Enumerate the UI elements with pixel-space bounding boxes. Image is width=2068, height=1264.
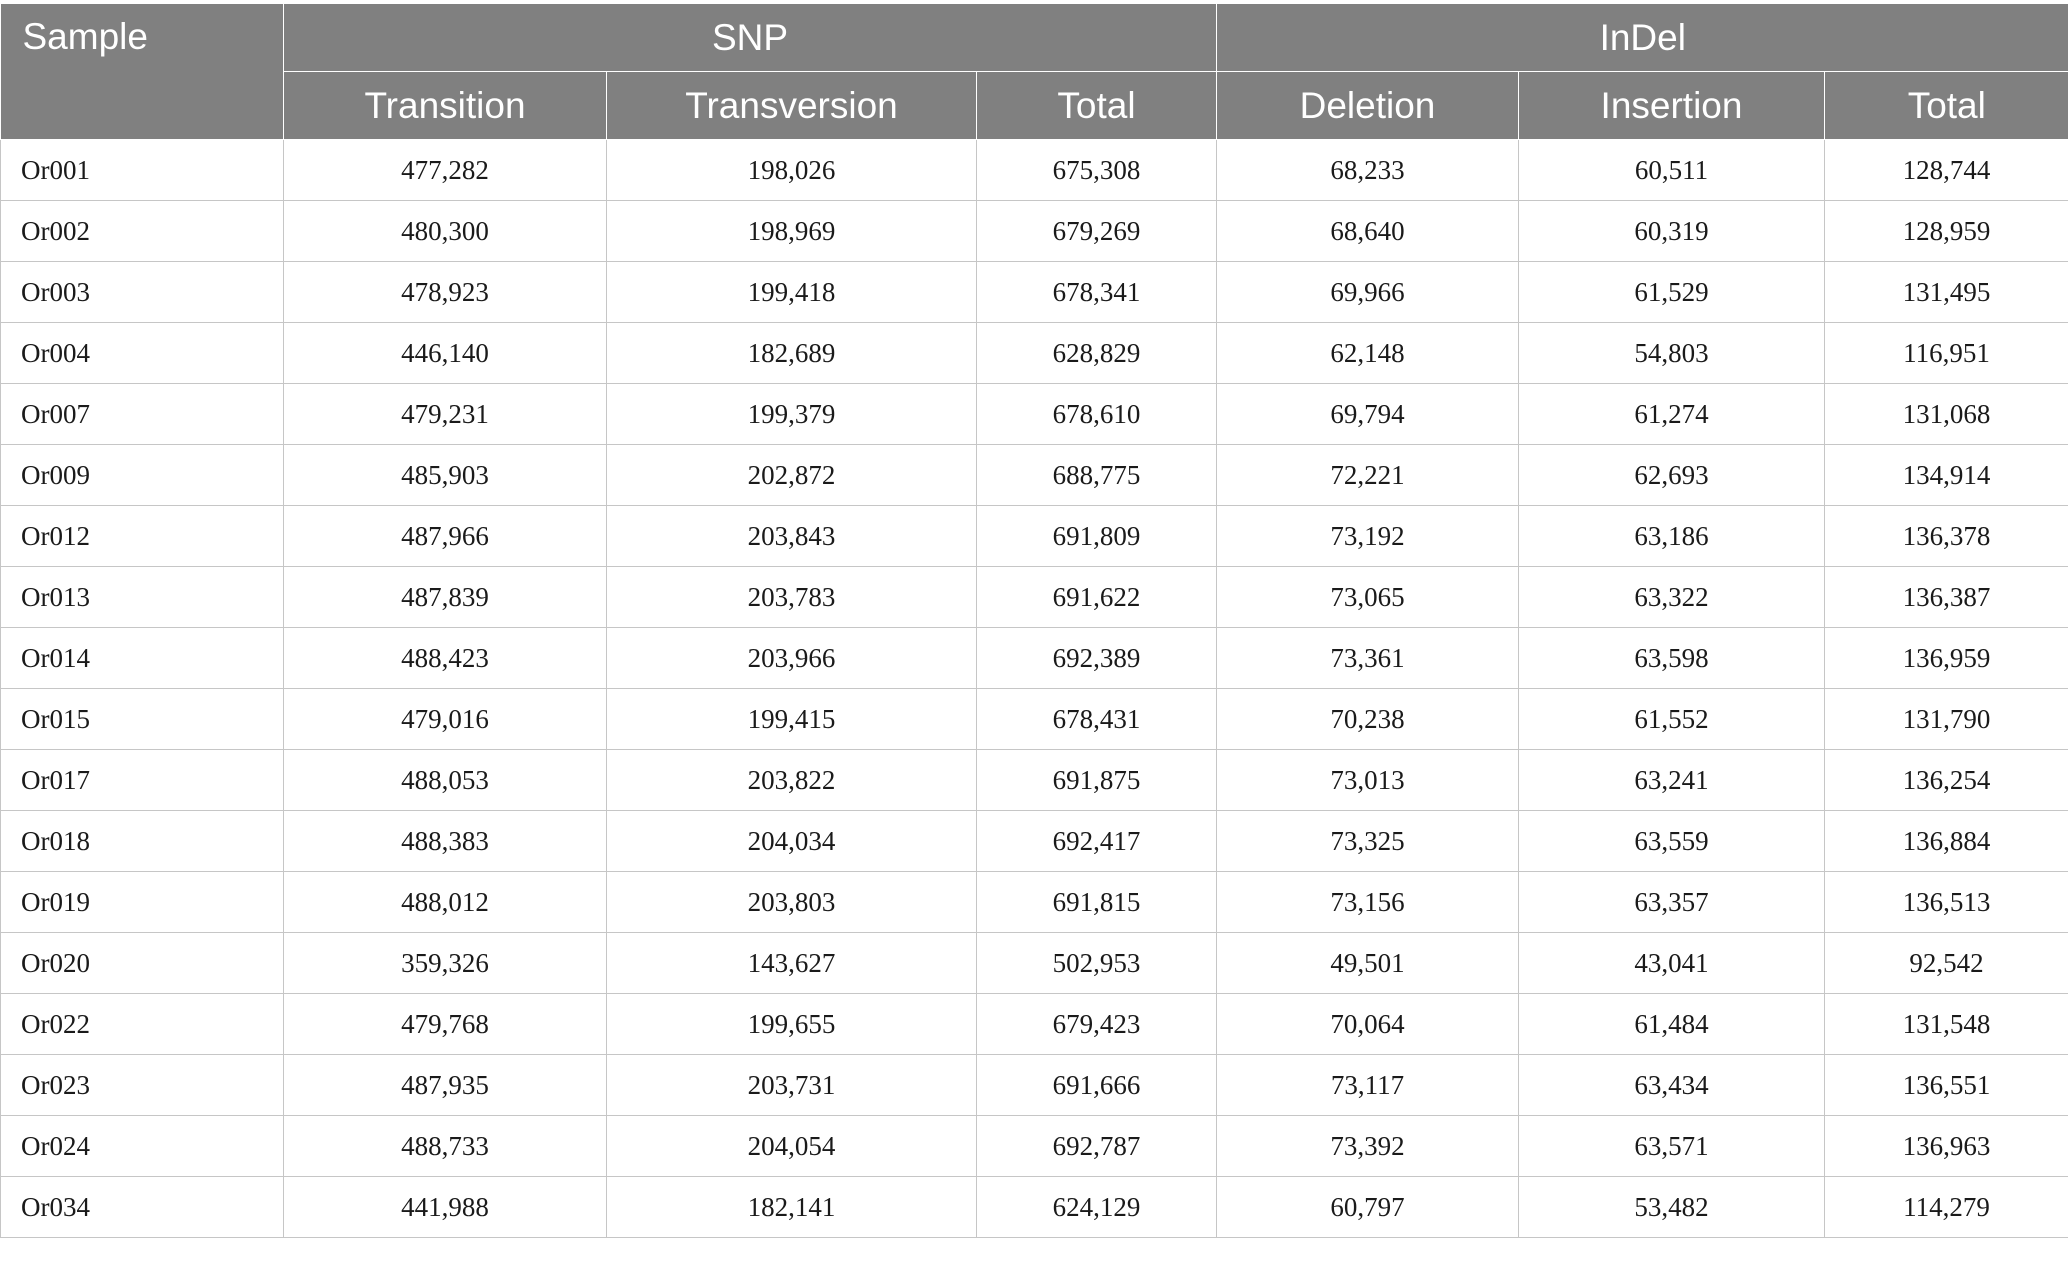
table-row <box>1 1055 2068 1116</box>
transversion-cell: 198,969 <box>607 201 977 262</box>
transition-cell: 488,053 <box>284 750 607 811</box>
table-row <box>1 140 2068 201</box>
transversion-cell: 143,627 <box>607 933 977 994</box>
snp-total-cell: 628,829 <box>977 323 1217 384</box>
transition-cell: 477,282 <box>284 140 607 201</box>
snp-header: SNP <box>284 4 1217 72</box>
transversion-header: Transversion <box>607 72 977 140</box>
transition-cell: 359,326 <box>284 933 607 994</box>
table-row <box>1 933 2068 994</box>
indel-total-cell: 136,551 <box>1825 1055 2068 1116</box>
indel-total-cell: 136,963 <box>1825 1116 2068 1177</box>
insertion-cell: 63,241 <box>1519 750 1825 811</box>
insertion-cell: 61,552 <box>1519 689 1825 750</box>
indel-total-header: Total <box>1825 72 2068 140</box>
table-row <box>1 811 2068 872</box>
snp-total-cell: 692,787 <box>977 1116 1217 1177</box>
snp-total-cell: 688,775 <box>977 445 1217 506</box>
table-row <box>1 872 2068 933</box>
indel-total-cell: 134,914 <box>1825 445 2068 506</box>
deletion-cell: 68,640 <box>1217 201 1519 262</box>
transversion-cell: 203,803 <box>607 872 977 933</box>
transition-cell: 479,231 <box>284 384 607 445</box>
transition-cell: 487,966 <box>284 506 607 567</box>
insertion-cell: 61,274 <box>1519 384 1825 445</box>
transversion-cell: 203,966 <box>607 628 977 689</box>
transversion-cell: 202,872 <box>607 445 977 506</box>
indel-header: InDel <box>1217 4 2068 72</box>
sample-cell: Or003 <box>1 262 284 323</box>
indel-total-cell: 131,548 <box>1825 994 2068 1055</box>
snp-total-cell: 678,431 <box>977 689 1217 750</box>
indel-total-cell: 128,744 <box>1825 140 2068 201</box>
insertion-cell: 61,529 <box>1519 262 1825 323</box>
transition-cell: 441,988 <box>284 1177 607 1238</box>
transition-cell: 488,012 <box>284 872 607 933</box>
transversion-cell: 203,731 <box>607 1055 977 1116</box>
snp-total-header: Total <box>977 72 1217 140</box>
deletion-cell: 68,233 <box>1217 140 1519 201</box>
deletion-cell: 73,117 <box>1217 1055 1519 1116</box>
transversion-cell: 199,655 <box>607 994 977 1055</box>
insertion-cell: 60,319 <box>1519 201 1825 262</box>
insertion-cell: 63,357 <box>1519 872 1825 933</box>
sample-cell: Or013 <box>1 567 284 628</box>
table-body <box>1 140 2068 1238</box>
deletion-header: Deletion <box>1217 72 1519 140</box>
header-row-sub <box>1 72 2068 140</box>
transversion-cell: 199,415 <box>607 689 977 750</box>
transition-cell: 487,839 <box>284 567 607 628</box>
snp-total-cell: 678,341 <box>977 262 1217 323</box>
table-row <box>1 323 2068 384</box>
table-row <box>1 628 2068 689</box>
insertion-cell: 43,041 <box>1519 933 1825 994</box>
deletion-cell: 49,501 <box>1217 933 1519 994</box>
snp-total-cell: 692,389 <box>977 628 1217 689</box>
transversion-cell: 204,054 <box>607 1116 977 1177</box>
header-row-top <box>1 4 2068 72</box>
transversion-cell: 203,783 <box>607 567 977 628</box>
snp-total-cell: 691,809 <box>977 506 1217 567</box>
snp-total-cell: 624,129 <box>977 1177 1217 1238</box>
snp-total-cell: 691,666 <box>977 1055 1217 1116</box>
deletion-cell: 62,148 <box>1217 323 1519 384</box>
insertion-cell: 60,511 <box>1519 140 1825 201</box>
indel-total-cell: 136,378 <box>1825 506 2068 567</box>
snp-total-cell: 675,308 <box>977 140 1217 201</box>
table-row <box>1 567 2068 628</box>
indel-total-cell: 128,959 <box>1825 201 2068 262</box>
sample-cell: Or017 <box>1 750 284 811</box>
table-row <box>1 750 2068 811</box>
insertion-cell: 53,482 <box>1519 1177 1825 1238</box>
table-row <box>1 384 2068 445</box>
insertion-cell: 63,598 <box>1519 628 1825 689</box>
indel-total-cell: 114,279 <box>1825 1177 2068 1238</box>
transversion-cell: 198,026 <box>607 140 977 201</box>
deletion-cell: 73,156 <box>1217 872 1519 933</box>
indel-total-cell: 131,495 <box>1825 262 2068 323</box>
deletion-cell: 73,192 <box>1217 506 1519 567</box>
transition-cell: 478,923 <box>284 262 607 323</box>
sample-cell: Or018 <box>1 811 284 872</box>
deletion-cell: 73,065 <box>1217 567 1519 628</box>
indel-total-cell: 136,959 <box>1825 628 2068 689</box>
sample-cell: Or024 <box>1 1116 284 1177</box>
snp-total-cell: 679,423 <box>977 994 1217 1055</box>
table-row <box>1 201 2068 262</box>
insertion-cell: 63,322 <box>1519 567 1825 628</box>
transversion-cell: 182,689 <box>607 323 977 384</box>
sample-cell: Or007 <box>1 384 284 445</box>
sample-cell: Or034 <box>1 1177 284 1238</box>
transition-cell: 488,733 <box>284 1116 607 1177</box>
deletion-cell: 73,392 <box>1217 1116 1519 1177</box>
transversion-cell: 182,141 <box>607 1177 977 1238</box>
table-row <box>1 994 2068 1055</box>
deletion-cell: 73,361 <box>1217 628 1519 689</box>
insertion-cell: 63,434 <box>1519 1055 1825 1116</box>
transversion-cell: 199,418 <box>607 262 977 323</box>
sample-cell: Or019 <box>1 872 284 933</box>
transition-cell: 446,140 <box>284 323 607 384</box>
snp-total-cell: 691,875 <box>977 750 1217 811</box>
sample-cell: Or014 <box>1 628 284 689</box>
snp-total-cell: 679,269 <box>977 201 1217 262</box>
deletion-cell: 69,794 <box>1217 384 1519 445</box>
insertion-cell: 61,484 <box>1519 994 1825 1055</box>
sample-header: Sample <box>1 4 284 140</box>
deletion-cell: 60,797 <box>1217 1177 1519 1238</box>
transversion-cell: 203,822 <box>607 750 977 811</box>
sample-cell: Or020 <box>1 933 284 994</box>
transversion-cell: 199,379 <box>607 384 977 445</box>
transition-cell: 485,903 <box>284 445 607 506</box>
indel-total-cell: 92,542 <box>1825 933 2068 994</box>
snp-total-cell: 691,622 <box>977 567 1217 628</box>
sample-cell: Or022 <box>1 994 284 1055</box>
table-row <box>1 445 2068 506</box>
table-row <box>1 1177 2068 1238</box>
table-row <box>1 506 2068 567</box>
insertion-header: Insertion <box>1519 72 1825 140</box>
snp-total-cell: 678,610 <box>977 384 1217 445</box>
deletion-cell: 73,013 <box>1217 750 1519 811</box>
variant-table <box>0 4 2068 1238</box>
transition-cell: 487,935 <box>284 1055 607 1116</box>
sample-cell: Or009 <box>1 445 284 506</box>
sample-cell: Or004 <box>1 323 284 384</box>
transition-cell: 479,016 <box>284 689 607 750</box>
indel-total-cell: 131,790 <box>1825 689 2068 750</box>
sample-cell: Or002 <box>1 201 284 262</box>
deletion-cell: 72,221 <box>1217 445 1519 506</box>
insertion-cell: 63,186 <box>1519 506 1825 567</box>
deletion-cell: 73,325 <box>1217 811 1519 872</box>
table-row <box>1 1116 2068 1177</box>
transition-cell: 488,423 <box>284 628 607 689</box>
sample-cell: Or015 <box>1 689 284 750</box>
sample-cell: Or023 <box>1 1055 284 1116</box>
transition-cell: 479,768 <box>284 994 607 1055</box>
table-row <box>1 689 2068 750</box>
indel-total-cell: 136,884 <box>1825 811 2068 872</box>
transition-cell: 488,383 <box>284 811 607 872</box>
indel-total-cell: 136,254 <box>1825 750 2068 811</box>
snp-total-cell: 691,815 <box>977 872 1217 933</box>
indel-total-cell: 136,513 <box>1825 872 2068 933</box>
table-row <box>1 262 2068 323</box>
transition-header: Transition <box>284 72 607 140</box>
insertion-cell: 62,693 <box>1519 445 1825 506</box>
indel-total-cell: 136,387 <box>1825 567 2068 628</box>
sample-cell: Or001 <box>1 140 284 201</box>
insertion-cell: 63,559 <box>1519 811 1825 872</box>
indel-total-cell: 116,951 <box>1825 323 2068 384</box>
snp-total-cell: 502,953 <box>977 933 1217 994</box>
insertion-cell: 63,571 <box>1519 1116 1825 1177</box>
deletion-cell: 70,064 <box>1217 994 1519 1055</box>
transversion-cell: 204,034 <box>607 811 977 872</box>
sample-cell: Or012 <box>1 506 284 567</box>
deletion-cell: 70,238 <box>1217 689 1519 750</box>
table-header <box>1 4 2068 140</box>
transversion-cell: 203,843 <box>607 506 977 567</box>
transition-cell: 480,300 <box>284 201 607 262</box>
snp-total-cell: 692,417 <box>977 811 1217 872</box>
indel-total-cell: 131,068 <box>1825 384 2068 445</box>
deletion-cell: 69,966 <box>1217 262 1519 323</box>
insertion-cell: 54,803 <box>1519 323 1825 384</box>
